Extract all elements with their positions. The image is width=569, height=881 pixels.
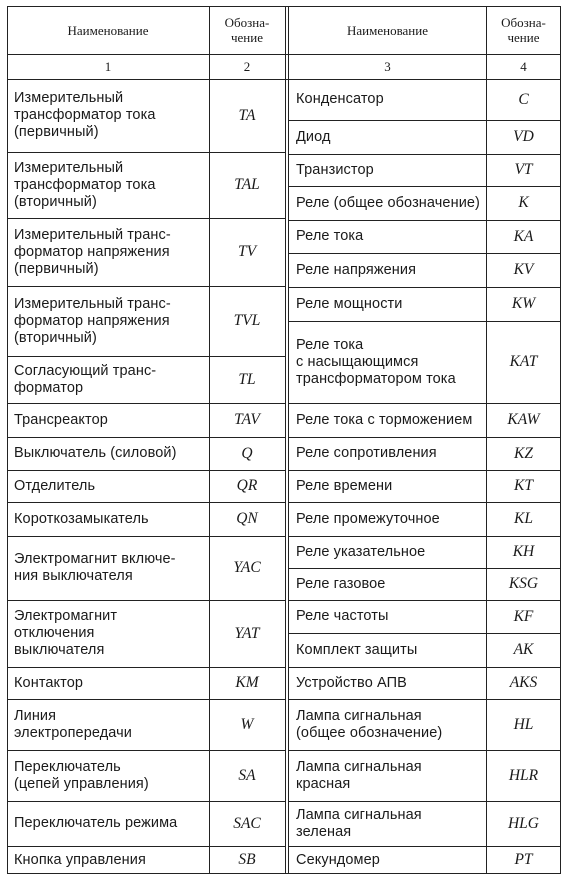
right-row-15-code: KF [513, 607, 534, 625]
left-row-12-name: Контактор [14, 674, 84, 691]
left-row-12-code: KM [235, 674, 259, 691]
right-row-7-code: KW [511, 295, 536, 312]
designation-table [7, 6, 561, 874]
left-row-16-name: Кнопка управления [14, 851, 146, 868]
left-row-15-code: SAC [233, 814, 261, 832]
right-row-16-name: Комплект защиты [296, 641, 418, 658]
left-row-separator [7, 667, 286, 668]
left-row-14-name: Переключатель (цепей управления) [14, 758, 149, 792]
right-row-6-name: Реле напряжения [296, 261, 417, 278]
right-row-8-name: Реле тока с насыщающимся трансформатором тока [296, 336, 456, 387]
right-row-19-code: HLR [508, 766, 539, 784]
left-row-separator [7, 218, 286, 219]
right-row-separator [288, 154, 561, 155]
left-row-separator [7, 536, 286, 537]
right-row-1-code: C [518, 90, 529, 108]
right-row-separator [288, 846, 561, 847]
right-row-20-name: Лампа сигнальная зеленая [296, 806, 422, 840]
header-separator [7, 54, 561, 55]
right-row-11-code: KT [514, 477, 533, 494]
right-row-13-name: Реле указательное [296, 543, 426, 560]
right-row-18-name: Лампа сигнальная (общее обозначение) [296, 707, 443, 741]
left-row-7-code: Q [241, 444, 253, 462]
right-row-separator [288, 403, 561, 404]
right-row-separator [288, 186, 561, 187]
right-row-separator [288, 253, 561, 254]
right-row-5-name: Реле тока [296, 228, 364, 244]
left-row-14-code: SA [238, 766, 256, 784]
left-row-13-name: Линия электропередачи [14, 707, 132, 741]
left-row-13-code: W [240, 715, 254, 733]
left-row-6-code: TAV [234, 411, 260, 428]
right-row-3-name: Транзистор [296, 161, 374, 178]
right-row-13-code: KH [512, 543, 535, 560]
right-row-11-name: Реле времени [296, 477, 393, 494]
column-number-3: 3 [384, 58, 391, 74]
right-row-separator [288, 600, 561, 601]
right-row-21-code: PT [514, 851, 533, 868]
right-row-21-name: Секундомер [296, 851, 380, 868]
left-row-4-code: TVL [233, 312, 261, 329]
left-row-separator [7, 356, 286, 357]
left-row-6-name: Трансреактор [14, 411, 108, 428]
column-number-1: 1 [104, 58, 112, 74]
right-row-9-code: KAW [507, 411, 540, 428]
right-row-14-code: KSG [508, 575, 539, 592]
right-row-7-name: Реле мощности [296, 295, 403, 312]
right-row-separator [288, 321, 561, 322]
left-row-separator [7, 502, 286, 503]
left-row-4-name: Измерительный транс- форматор напряжения (вторичный) [14, 295, 171, 346]
right-row-separator [288, 502, 561, 503]
left-row-5-code: TL [238, 370, 256, 388]
header-code-right: Обозна- чение [501, 15, 546, 45]
right-row-1-name: Конденсатор [296, 91, 384, 107]
left-row-16-code: SB [238, 851, 256, 868]
left-row-separator [7, 152, 286, 153]
column-number-4: 4 [520, 58, 527, 74]
left-row-8-code: QR [236, 477, 258, 494]
right-row-12-name: Реле промежуточное [296, 510, 440, 527]
right-row-separator [288, 437, 561, 438]
right-row-9-name: Реле тока с торможением [296, 411, 473, 428]
right-row-5-code: KA [513, 227, 534, 245]
right-row-17-code: AKS [509, 674, 538, 691]
left-row-15-name: Переключатель режима [14, 815, 178, 831]
right-row-separator [288, 633, 561, 634]
right-row-6-code: KV [513, 261, 534, 278]
left-row-11-name: Электромагнит отключения выключателя [14, 608, 118, 658]
left-row-9-name: Короткозамыкатель [14, 510, 149, 527]
right-row-17-name: Устройство АПВ [296, 674, 407, 691]
header-code-left: Обозна- чение [224, 15, 270, 45]
left-row-separator [7, 437, 286, 438]
left-row-separator [7, 750, 286, 751]
divider-middle-a [285, 6, 286, 874]
right-row-8-code: KAT [509, 353, 538, 370]
right-row-separator [288, 287, 561, 288]
right-row-separator [288, 120, 561, 121]
left-row-7-name: Выключатель (силовой) [14, 445, 177, 461]
left-row-separator [7, 286, 286, 287]
right-row-2-name: Диод [296, 128, 331, 145]
left-row-separator [7, 600, 286, 601]
left-row-separator [7, 846, 286, 847]
left-row-separator [7, 403, 286, 404]
left-row-separator [7, 699, 286, 700]
right-row-separator [288, 750, 561, 751]
right-row-14-name: Реле газовое [296, 575, 386, 592]
right-row-separator [288, 536, 561, 537]
right-row-10-name: Реле сопротивления [296, 445, 437, 461]
right-row-separator [288, 568, 561, 569]
right-row-3-code: VT [514, 161, 533, 178]
left-row-2-name: Измерительный трансформатор тока (вторичный) [14, 159, 156, 210]
header-name-right: Наименование [347, 22, 428, 38]
right-row-separator [288, 801, 561, 802]
left-row-3-code: TV [237, 243, 257, 260]
right-row-15-name: Реле частоты [296, 608, 389, 624]
right-row-4-name: Реле (общее обозначение) [296, 194, 480, 211]
right-row-separator [288, 470, 561, 471]
right-row-10-code: KZ [514, 444, 533, 462]
border-top [7, 6, 561, 7]
right-row-18-code: HL [513, 715, 534, 733]
right-row-19-name: Лампа сигнальная красная [296, 758, 422, 792]
right-row-2-code: VD [513, 128, 534, 145]
left-row-10-code: YAC [233, 559, 261, 576]
left-row-3-name: Измерительный транс- форматор напряжения (первичный) [14, 226, 171, 277]
left-row-separator [7, 801, 286, 802]
left-row-8-name: Отделитель [14, 477, 96, 494]
right-row-separator [288, 220, 561, 221]
left-row-9-code: QN [236, 510, 258, 527]
header-name-left: Наименование [67, 22, 149, 38]
left-row-11-code: YAT [234, 624, 260, 642]
right-row-12-code: KL [514, 510, 533, 527]
column-number-2: 2 [243, 58, 251, 74]
right-row-separator [288, 667, 561, 668]
left-row-10-name: Электромагнит включе- ния выключателя [14, 551, 176, 584]
right-row-separator [288, 699, 561, 700]
right-row-4-code: K [518, 194, 529, 211]
left-row-1-name: Измерительный трансформатор тока (первичный) [14, 90, 156, 140]
left-row-separator [7, 470, 286, 471]
left-row-2-code: TAL [234, 176, 260, 193]
left-row-5-name: Согласующий транс- форматор [14, 362, 157, 396]
right-row-16-code: AK [513, 641, 534, 658]
left-row-1-code: TA [238, 106, 256, 124]
right-row-20-code: HLG [507, 814, 539, 832]
